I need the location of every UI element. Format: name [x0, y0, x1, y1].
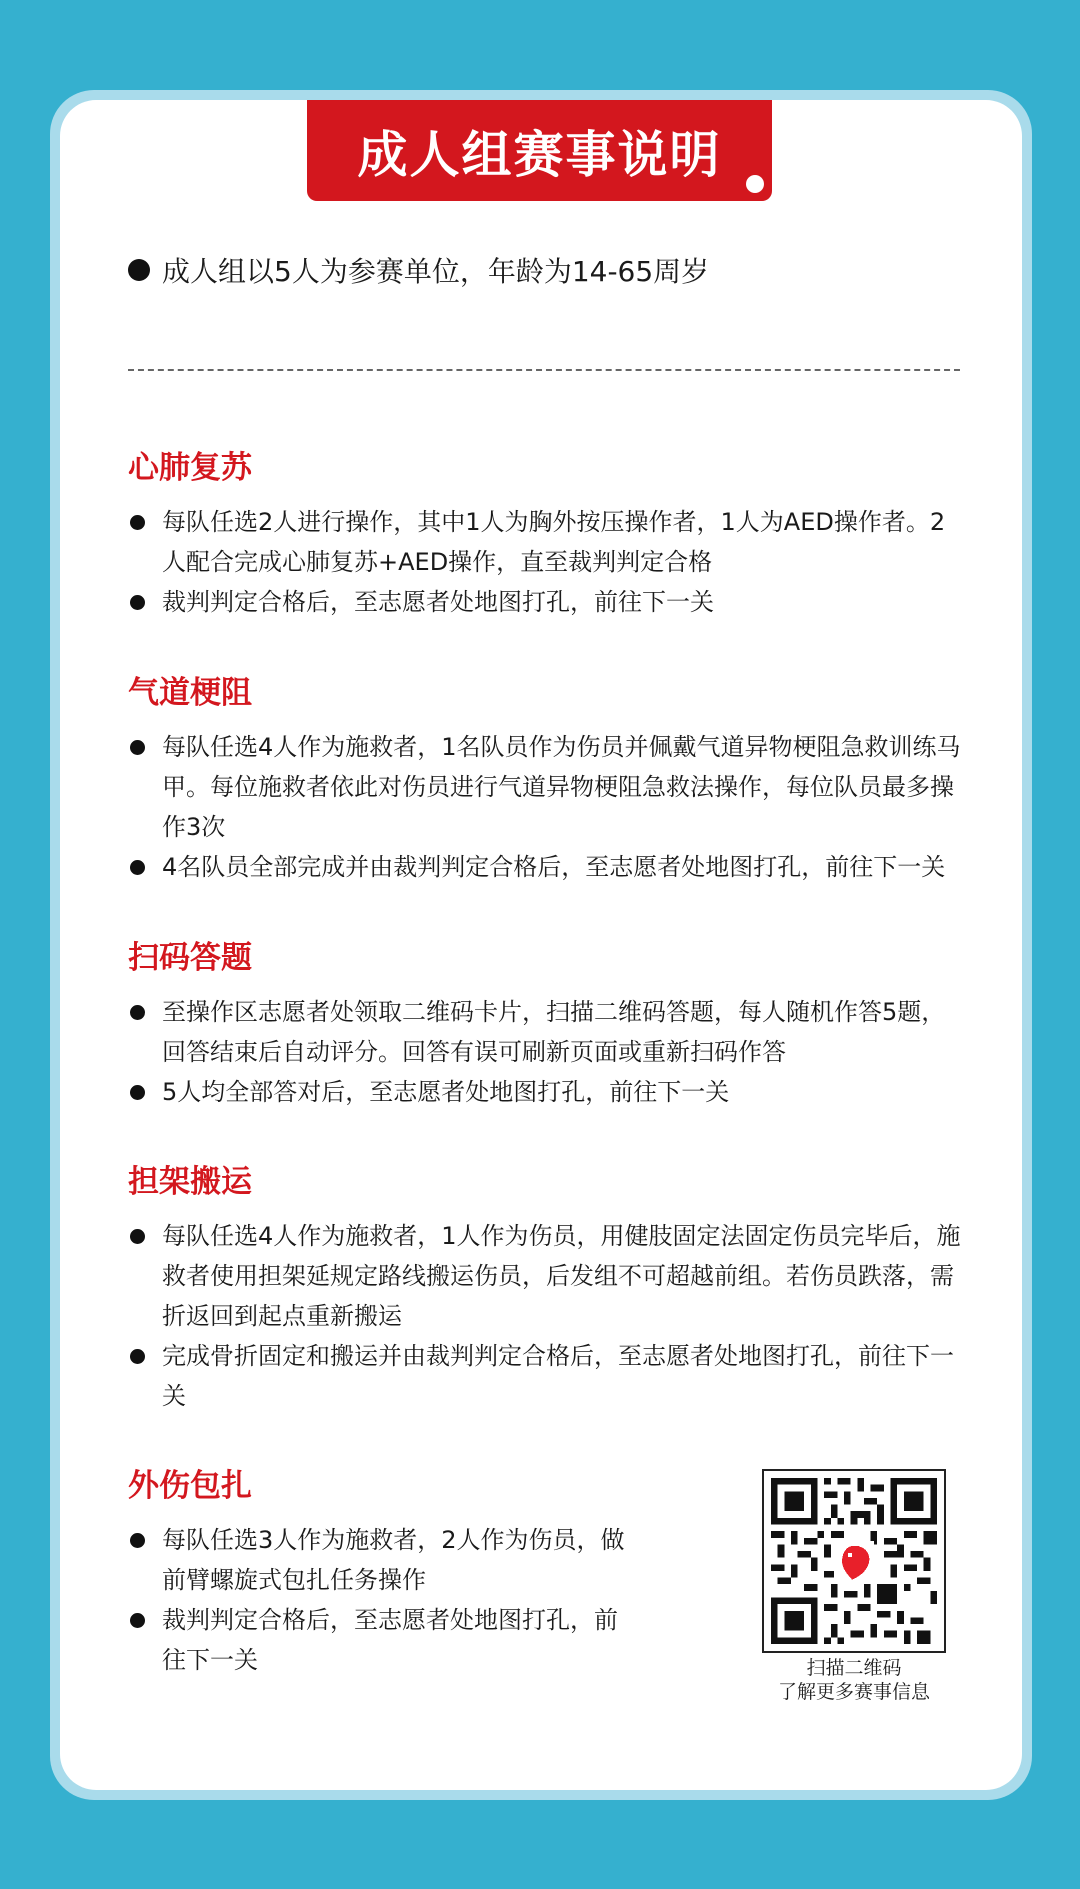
- section-heading: 心肺复苏: [128, 450, 252, 486]
- title-banner: [307, 100, 772, 201]
- section-heading: 气道梗阻: [128, 675, 252, 711]
- bullet-icon: [128, 259, 150, 281]
- section-heading: 外伤包扎: [128, 1468, 252, 1504]
- list-item: 4名队员全部完成并由裁判判定合格后，至志愿者处地图打孔，前往下一关: [128, 847, 963, 887]
- section-bandage: [128, 1464, 628, 1680]
- list-item: 每队任选4人作为施救者，1人作为伤员，用健肢固定法固定伤员完毕后，施救者使用担架延规定路线搬运伤员，后发组不可超越前组。若伤员跌落，需折返回到起点重新搬运: [128, 1216, 963, 1336]
- list-item: 每队任选2人进行操作，其中1人为胸外按压操作者，1人为AED操作者。2人配合完成心肺复苏+AED操作，直至裁判判定合格: [128, 502, 963, 582]
- section-list: [128, 992, 963, 1112]
- list-item: 裁判判定合格后，至志愿者处地图打孔，前往下一关: [128, 1600, 628, 1680]
- page-title: 成人组赛事说明: [357, 125, 722, 184]
- section-cpr: [128, 446, 963, 622]
- section-stretcher: [128, 1160, 963, 1416]
- qr-caption-line: 扫描二维码: [806, 1657, 902, 1679]
- qr-code-icon: [771, 1478, 937, 1644]
- list-item: 完成骨折固定和搬运并由裁判判定合格后，至志愿者处地图打孔，前往下一关: [128, 1336, 963, 1416]
- list-item: 每队任选4人作为施救者，1名队员作为伤员并佩戴气道异物梗阻急救训练马甲。每位施救者依此对伤员进行气道异物梗阻急救法操作，每位队员最多操作3次: [128, 727, 963, 847]
- intro-line: [128, 250, 709, 290]
- list-item: 裁判判定合格后，至志愿者处地图打孔，前往下一关: [128, 582, 963, 622]
- section-airway: [128, 671, 963, 887]
- qr-code[interactable]: [762, 1469, 946, 1653]
- section-list: [128, 1520, 628, 1680]
- list-item: 至操作区志愿者处领取二维码卡片，扫描二维码答题，每人随机作答5题，回答结束后自动评分。回答有误可刷新页面或重新扫码作答: [128, 992, 963, 1072]
- dashed-divider: [128, 369, 960, 371]
- section-list: [128, 1216, 963, 1416]
- intro-text: 成人组以5人为参赛单位，年龄为14-65周岁: [162, 255, 710, 288]
- qr-caption-line: 了解更多赛事信息: [777, 1681, 930, 1703]
- section-heading: 扫码答题: [128, 940, 252, 976]
- section-list: [128, 727, 963, 887]
- section-heading: 担架搬运: [128, 1164, 252, 1200]
- qr-caption: [740, 1656, 968, 1704]
- section-list: [128, 502, 963, 622]
- section-quiz: [128, 936, 963, 1112]
- list-item: 5人均全部答对后，至志愿者处地图打孔，前往下一关: [128, 1072, 963, 1112]
- title-dot-decoration: [746, 175, 764, 193]
- list-item: 每队任选3人作为施救者，2人作为伤员，做前臂螺旋式包扎任务操作: [128, 1520, 628, 1600]
